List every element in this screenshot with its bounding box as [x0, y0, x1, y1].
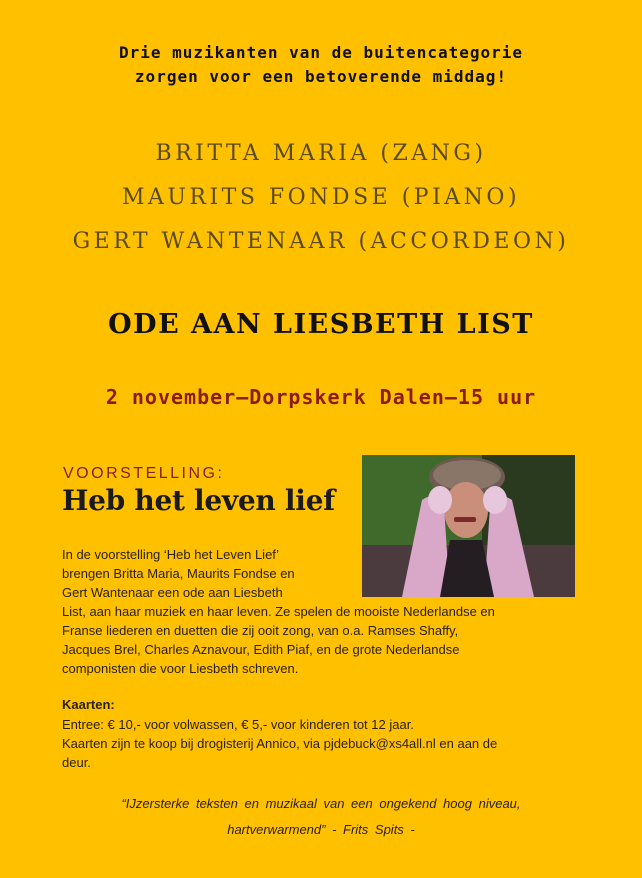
quote-line-1: “IJzersterke teksten en muzikaal van een ongekend hoog niveau,	[121, 796, 521, 811]
tickets-line: Kaarten zijn te koop bij drogisterij Annico, via pjdebuck@xs4all.nl en aan de	[62, 736, 498, 751]
description-line: Franse liederen en duetten die zij ooit zong, van o.a. Ramses Shaffy,	[62, 623, 459, 638]
section-heading: Heb het leven lief	[62, 484, 335, 517]
event-date-location: 2 november–Dorpskerk Dalen–15 uur	[105, 385, 537, 409]
tagline-line-1: Drie muzikanten van de buitencategorie	[118, 43, 524, 62]
description-line: componisten die voor Liesbeth schreven.	[62, 661, 299, 676]
description-line: Jacques Brel, Charles Aznavour, Edith Piaf, en de grote Nederlandse	[62, 642, 460, 657]
tickets-info	[62, 715, 497, 772]
tickets-line: deur.	[62, 755, 91, 770]
performer-maurits-fondse: MAURITS FONDSE (PIANO)	[121, 185, 521, 210]
section-kicker: VOORSTELLING:	[63, 465, 225, 482]
tickets-line: Entree: € 10,- voor volwassen, € 5,- voor kinderen tot 12 jaar.	[62, 717, 414, 732]
description-line: brengen Britta Maria, Maurits Fondse en	[62, 566, 295, 581]
description-line: Gert Wantenaar een ode aan Liesbeth	[62, 585, 283, 600]
tickets-heading: Kaarten:	[62, 697, 115, 712]
description-line: In de voorstelling ‘Heb het Leven Lief’	[62, 547, 280, 562]
show-description	[62, 545, 495, 678]
quote-line-2: hartverwarmend” - Frits Spits -	[227, 822, 415, 837]
show-title: ODE AAN LIESBETH LIST	[108, 309, 534, 340]
description-line: List, aan haar muziek en haar leven. Ze spelen de mooiste Nederlandse en	[62, 604, 495, 619]
performer-britta-maria: BRITTA MARIA (ZANG)	[155, 141, 487, 166]
tagline-line-2: zorgen voor een betoverende middag!	[134, 67, 508, 86]
performer-gert-wantenaar: GERT WANTENAAR (ACCORDEON)	[72, 229, 570, 254]
